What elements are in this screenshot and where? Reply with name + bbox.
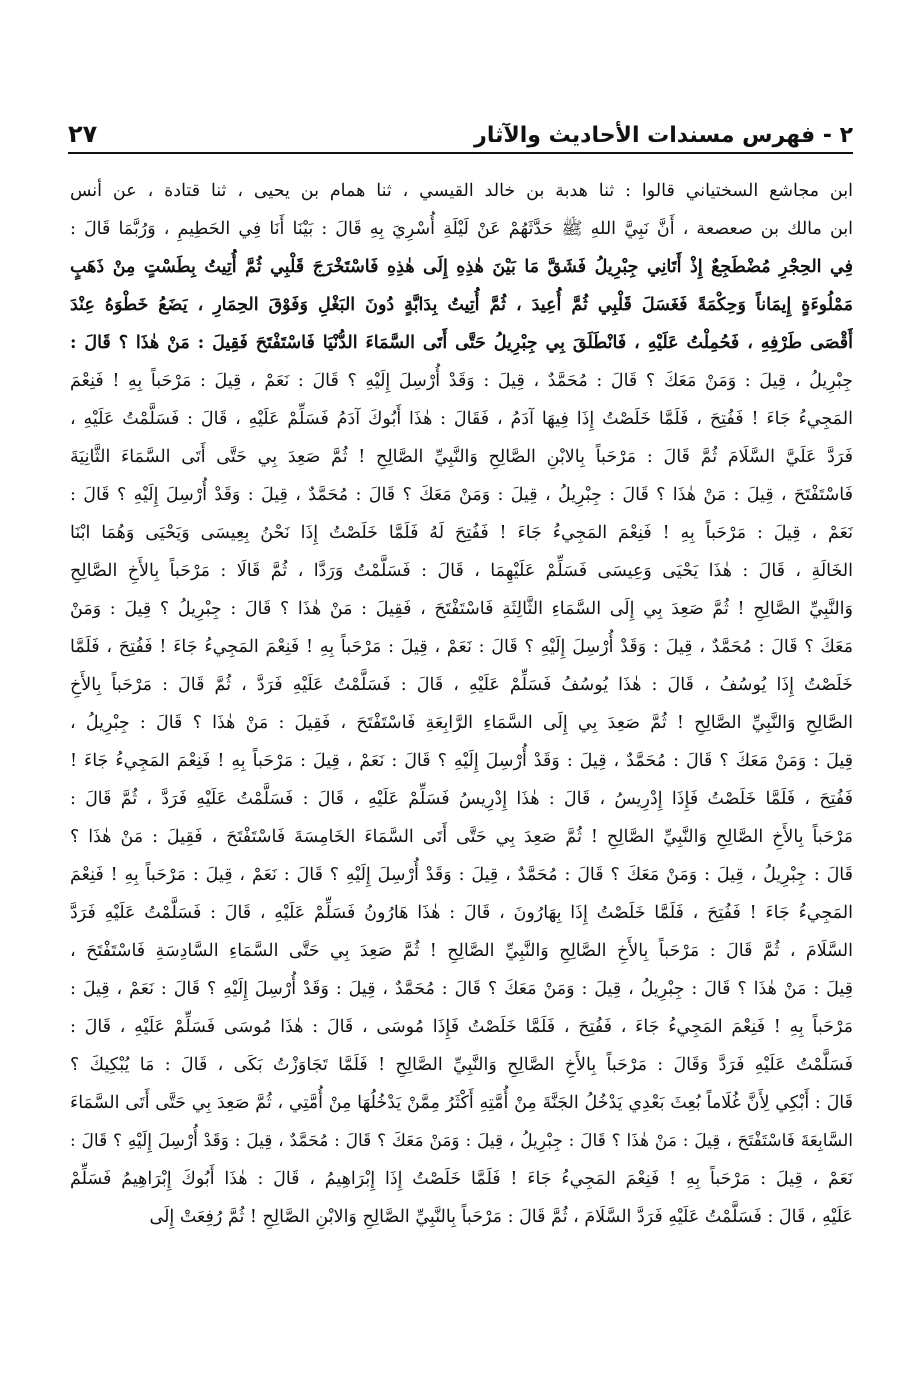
text-line: قَالَ : أَبْكِي لِأَنَّ غُلَاماً بُعِثَ بَعْدِي يَدْخُلُ الجَنَّةَ مِنْ أُمَّتِهِ أَكْثَرُ مِمَّنْ يَدْخُلُهَا مِنْ أُمَّتِي ، ثُمَّ صَعِدَ بِي حَتَّى أَتَى السَّمَاءَ bbox=[70, 1093, 853, 1113]
text-line: فِي الحِجْرِ مُضْطَجِعٌ إِذْ أَتَانِي جِبْرِيلُ فَشَقَّ مَا بَيْنَ هٰذِهِ إِلَى هٰذِهِ فَاسْتَخْرَجَ قَلْبِي ثُمَّ أُتِيتُ بِطَسْتٍ مِنْ ذَهَبٍ bbox=[70, 257, 853, 277]
text-line: نَعَمْ ، قِيلَ : مَرْحَباً بِهِ ! فَنِعْمَ المَجِيءُ جَاءَ ! فَفُتِحَ لَهُ فَلَمَّا خَلَصْتُ إِذَا نَحْنُ بِعِيسَى وَيَحْيَى وَهُمَا ابْنَا bbox=[70, 523, 853, 543]
text-line: الخَالَةِ ، قَالَ : هٰذَا يَحْيَى وَعِيسَى فَسَلِّمْ عَلَيْهِمَا ، قَالَ : فَسَلَّمْتُ وَرَدَّا ، ثُمَّ قَالَا : مَرْحَباً بِالأَخِ الصَّالِحِ bbox=[70, 561, 853, 581]
text-line: نَعَمْ ، قِيلَ : مَرْحَباً بِهِ ! فَنِعْمَ المَجِيءُ جَاءَ ! فَلَمَّا خَلَصْتُ إِذَا إِبْرَاهِيمُ ، قَالَ : هٰذَا أَبُوكَ إِبْرَاهِيمُ فَسَلِّمْ bbox=[70, 1169, 853, 1189]
text-line: فَسَلَّمْتُ عَلَيْهِ فَرَدَّ وَقَالَ : مَرْحَباً بِالأَخِ الصَّالِحِ وَالنَّبِيِّ الصَّالِحِ ! فَلَمَّا تَجَاوَزْتُ بَكَى ، قَالَ : مَا يُبْكِيكَ ؟ bbox=[70, 1055, 853, 1075]
text-line: عَلَيْهِ ، قَالَ : فَسَلَّمْتُ عَلَيْهِ فَرَدَّ السَّلَامَ ، ثُمَّ قَالَ : مَرْحَباً بِالنَّبِيِّ الصَّالِحِ وَالابْنِ الصَّالِحِ ! ثُمَّ رُفِعَتْ إِلَى bbox=[149, 1207, 853, 1227]
text-line: السَّلَامَ ، ثُمَّ قَالَ : مَرْحَباً بِالأَخِ الصَّالِحِ وَالنَّبِيِّ الصَّالِحِ ! ثُمَّ صَعِدَ بِي حَتَّى السَّمَاءِ السَّادِسَةِ فَاسْتَفْتَحَ ، bbox=[70, 941, 853, 961]
text-line: ابن مجاشع السختياني قالوا : ثنا هدبة بن خالد القيسي ، ثنا همام بن يحيى ، ثنا قتادة ، عن أنس bbox=[70, 181, 853, 201]
text-line: المَجِيءُ جَاءَ ! فَفُتِحَ ، فَلَمَّا خَلَصْتُ إِذَا بِهَارُونَ ، قَالَ : هٰذَا هَارُونُ فَسَلِّمْ عَلَيْهِ ، قَالَ : فَسَلَّمْتُ عَلَيْهِ فَرَدَّ bbox=[70, 903, 853, 923]
text-line: قَالَ : جِبْرِيلُ ، قِيلَ : وَمَنْ مَعَكَ ؟ قَالَ : مُحَمَّدٌ ، قِيلَ : وَقَدْ أُرْسِلَ إِلَيْهِ ؟ قَالَ : نَعَمْ ، قِيلَ : مَرْحَباً بِهِ ! فَنِعْمَ bbox=[70, 865, 853, 885]
text-line: جِبْرِيلُ ، قِيلَ : وَمَنْ مَعَكَ ؟ قَالَ : مُحَمَّدٌ ، قِيلَ : وَقَدْ أُرْسِلَ إِلَيْهِ ؟ قَالَ : نَعَمْ ، قِيلَ : مَرْحَباً بِهِ ! فَنِعْمَ bbox=[70, 371, 853, 391]
text-line: قِيلَ : مَنْ هٰذَا ؟ قَالَ : جِبْرِيلُ ، قِيلَ : وَمَنْ مَعَكَ ؟ قَالَ : مُحَمَّدٌ ، قِيلَ : وَقَدْ أُرْسِلَ إِلَيْهِ ؟ قَالَ : نَعَمْ ، قِيلَ : bbox=[70, 979, 853, 999]
page-number: ٢٧ bbox=[68, 120, 98, 148]
text-line: مَمْلُوءَةٍ إِيمَاناً وَحِكْمَةً فَغَسَلَ قَلْبِي ثُمَّ أُعِيدَ ، ثُمَّ أُتِيتُ بِدَابَّةٍ دُونَ البَغْلِ وَفَوْقَ الحِمَارِ ، يَضَعُ خَطْوَهُ عِنْدَ bbox=[70, 295, 853, 315]
text-line: أَقْصَى طَرْفِهِ ، فَحُمِلْتُ عَلَيْهِ ، فَانْطَلَقَ بِي جِبْرِيلُ حَتَّى أَتَى السَّمَاءَ الدُّنْيَا فَاسْتَفْتَحَ فَقِيلَ : مَنْ هٰذَا ؟ قَالَ : bbox=[70, 333, 853, 353]
text-line: فَاسْتَفْتَحَ ، قِيلَ : مَنْ هٰذَا ؟ قَالَ : جِبْرِيلُ ، قِيلَ : وَمَنْ مَعَكَ ؟ قَالَ : مُحَمَّدٌ ، قِيلَ : وَقَدْ أُرْسِلَ إِلَيْهِ ؟ قَالَ : bbox=[70, 485, 853, 505]
text-line: مَعَكَ ؟ قَالَ : مُحَمَّدٌ ، قِيلَ : وَقَدْ أُرْسِلَ إِلَيْهِ ؟ قَالَ : نَعَمْ ، قِيلَ : مَرْحَباً بِهِ ! فَنِعْمَ المَجِيءُ جَاءَ ! فَفُتِحَ ، فَلَمَّا bbox=[70, 637, 853, 657]
text-line: قِيلَ : وَمَنْ مَعَكَ ؟ قَالَ : مُحَمَّدٌ ، قِيلَ : وَقَدْ أُرْسِلَ إِلَيْهِ ؟ قَالَ : نَعَمْ ، قِيلَ : مَرْحَباً بِهِ ! فَنِعْمَ المَجِيءُ جَاءَ ! bbox=[70, 751, 853, 771]
text-line: السَّابِعَةَ فَاسْتَفْتَحَ ، قِيلَ : مَنْ هٰذَا ؟ قَالَ : جِبْرِيلُ ، قِيلَ : وَمَنْ مَعَكَ ؟ قَالَ : مُحَمَّدٌ ، قِيلَ : وَقَدْ أُرْسِلَ إِلَيْهِ ؟ قَالَ : bbox=[70, 1131, 853, 1151]
text-line: الصَّالِحِ وَالنَّبِيِّ الصَّالِحِ ! ثُمَّ صَعِدَ بِي إِلَى السَّمَاءِ الرَّابِعَةِ فَاسْتَفْتَحَ ، فَقِيلَ : مَنْ هٰذَا ؟ قَالَ : جِبْرِيلُ ، bbox=[70, 713, 853, 733]
page-header bbox=[68, 104, 853, 154]
text-line: خَلَصْتُ إِذَا يُوسُفُ ، قَالَ : هٰذَا يُوسُفُ فَسَلِّمْ عَلَيْهِ ، قَالَ : فَسَلَّمْتُ عَلَيْهِ فَرَدَّ ، ثُمَّ قَالَ : مَرْحَباً بِالأَخِ bbox=[70, 675, 853, 695]
text-line: فَرَدَّ عَلَيَّ السَّلَامَ ثُمَّ قَالَ : مَرْحَباً بِالابْنِ الصَّالِحِ وَالنَّبِيِّ الصَّالِحِ ! ثُمَّ صَعِدَ بِي حَتَّى أَتَى السَّمَاءَ الثَّانِيَةَ bbox=[70, 447, 853, 467]
text-line: وَالنَّبِيِّ الصَّالِحِ ! ثُمَّ صَعِدَ بِي إِلَى السَّمَاءِ الثَّالِثَةِ فَاسْتَفْتَحَ ، فَقِيلَ : مَنْ هٰذَا ؟ قَالَ : جِبْرِيلُ ؟ قِيلَ : وَمَنْ bbox=[70, 599, 853, 619]
text-line: مَرْحَباً بِهِ ! فَنِعْمَ المَجِيءُ جَاءَ ، فَفُتِحَ ، فَلَمَّا خَلَصْتُ فَإِذَا مُوسَى ، قَالَ : هٰذَا مُوسَى فَسَلِّمْ عَلَيْهِ ، قَالَ : bbox=[70, 1017, 853, 1037]
text-line: فَفُتِحَ ، فَلَمَّا خَلَصْتُ فَإِذَا إِدْرِيسُ ، قَالَ : هٰذَا إِدْرِيسُ فَسَلِّمْ عَلَيْهِ ، قَالَ : فَسَلَّمْتُ عَلَيْهِ فَرَدَّ ، ثُمَّ قَالَ : bbox=[70, 789, 853, 809]
text-line: مَرْحَباً بِالأَخِ الصَّالِحِ وَالنَّبِيِّ الصَّالِحِ ! ثُمَّ صَعِدَ بِي حَتَّى أَتَى السَّمَاءَ الخَامِسَةَ فَاسْتَفْتَحَ ، فَقِيلَ : مَنْ هٰذَا ؟ bbox=[70, 827, 853, 847]
body-text bbox=[70, 172, 853, 1236]
header-title: ٢ - فهرس مسندات الأحاديث والآثار bbox=[474, 123, 853, 148]
text-line: المَجِيءُ جَاءَ ! فَفُتِحَ ، فَلَمَّا خَلَصْتُ إِذَا فِيهَا آدَمُ ، فَقَالَ : هٰذَا أَبُوكَ آدَمُ فَسَلِّمْ عَلَيْهِ ، قَالَ : فَسَلَّمْتُ عَلَيْهِ ، bbox=[70, 409, 853, 429]
text-line: ابن مالك بن صعصعة ، أَنَّ نَبِيَّ اللهِ ﷺ حَدَّثَهُمْ عَنْ لَيْلَةِ أُسْرِيَ بِهِ قَالَ : بَيْنَا أَنَا فِي الحَطِيمِ ، وَرُبَّمَا قَالَ : bbox=[70, 219, 853, 239]
